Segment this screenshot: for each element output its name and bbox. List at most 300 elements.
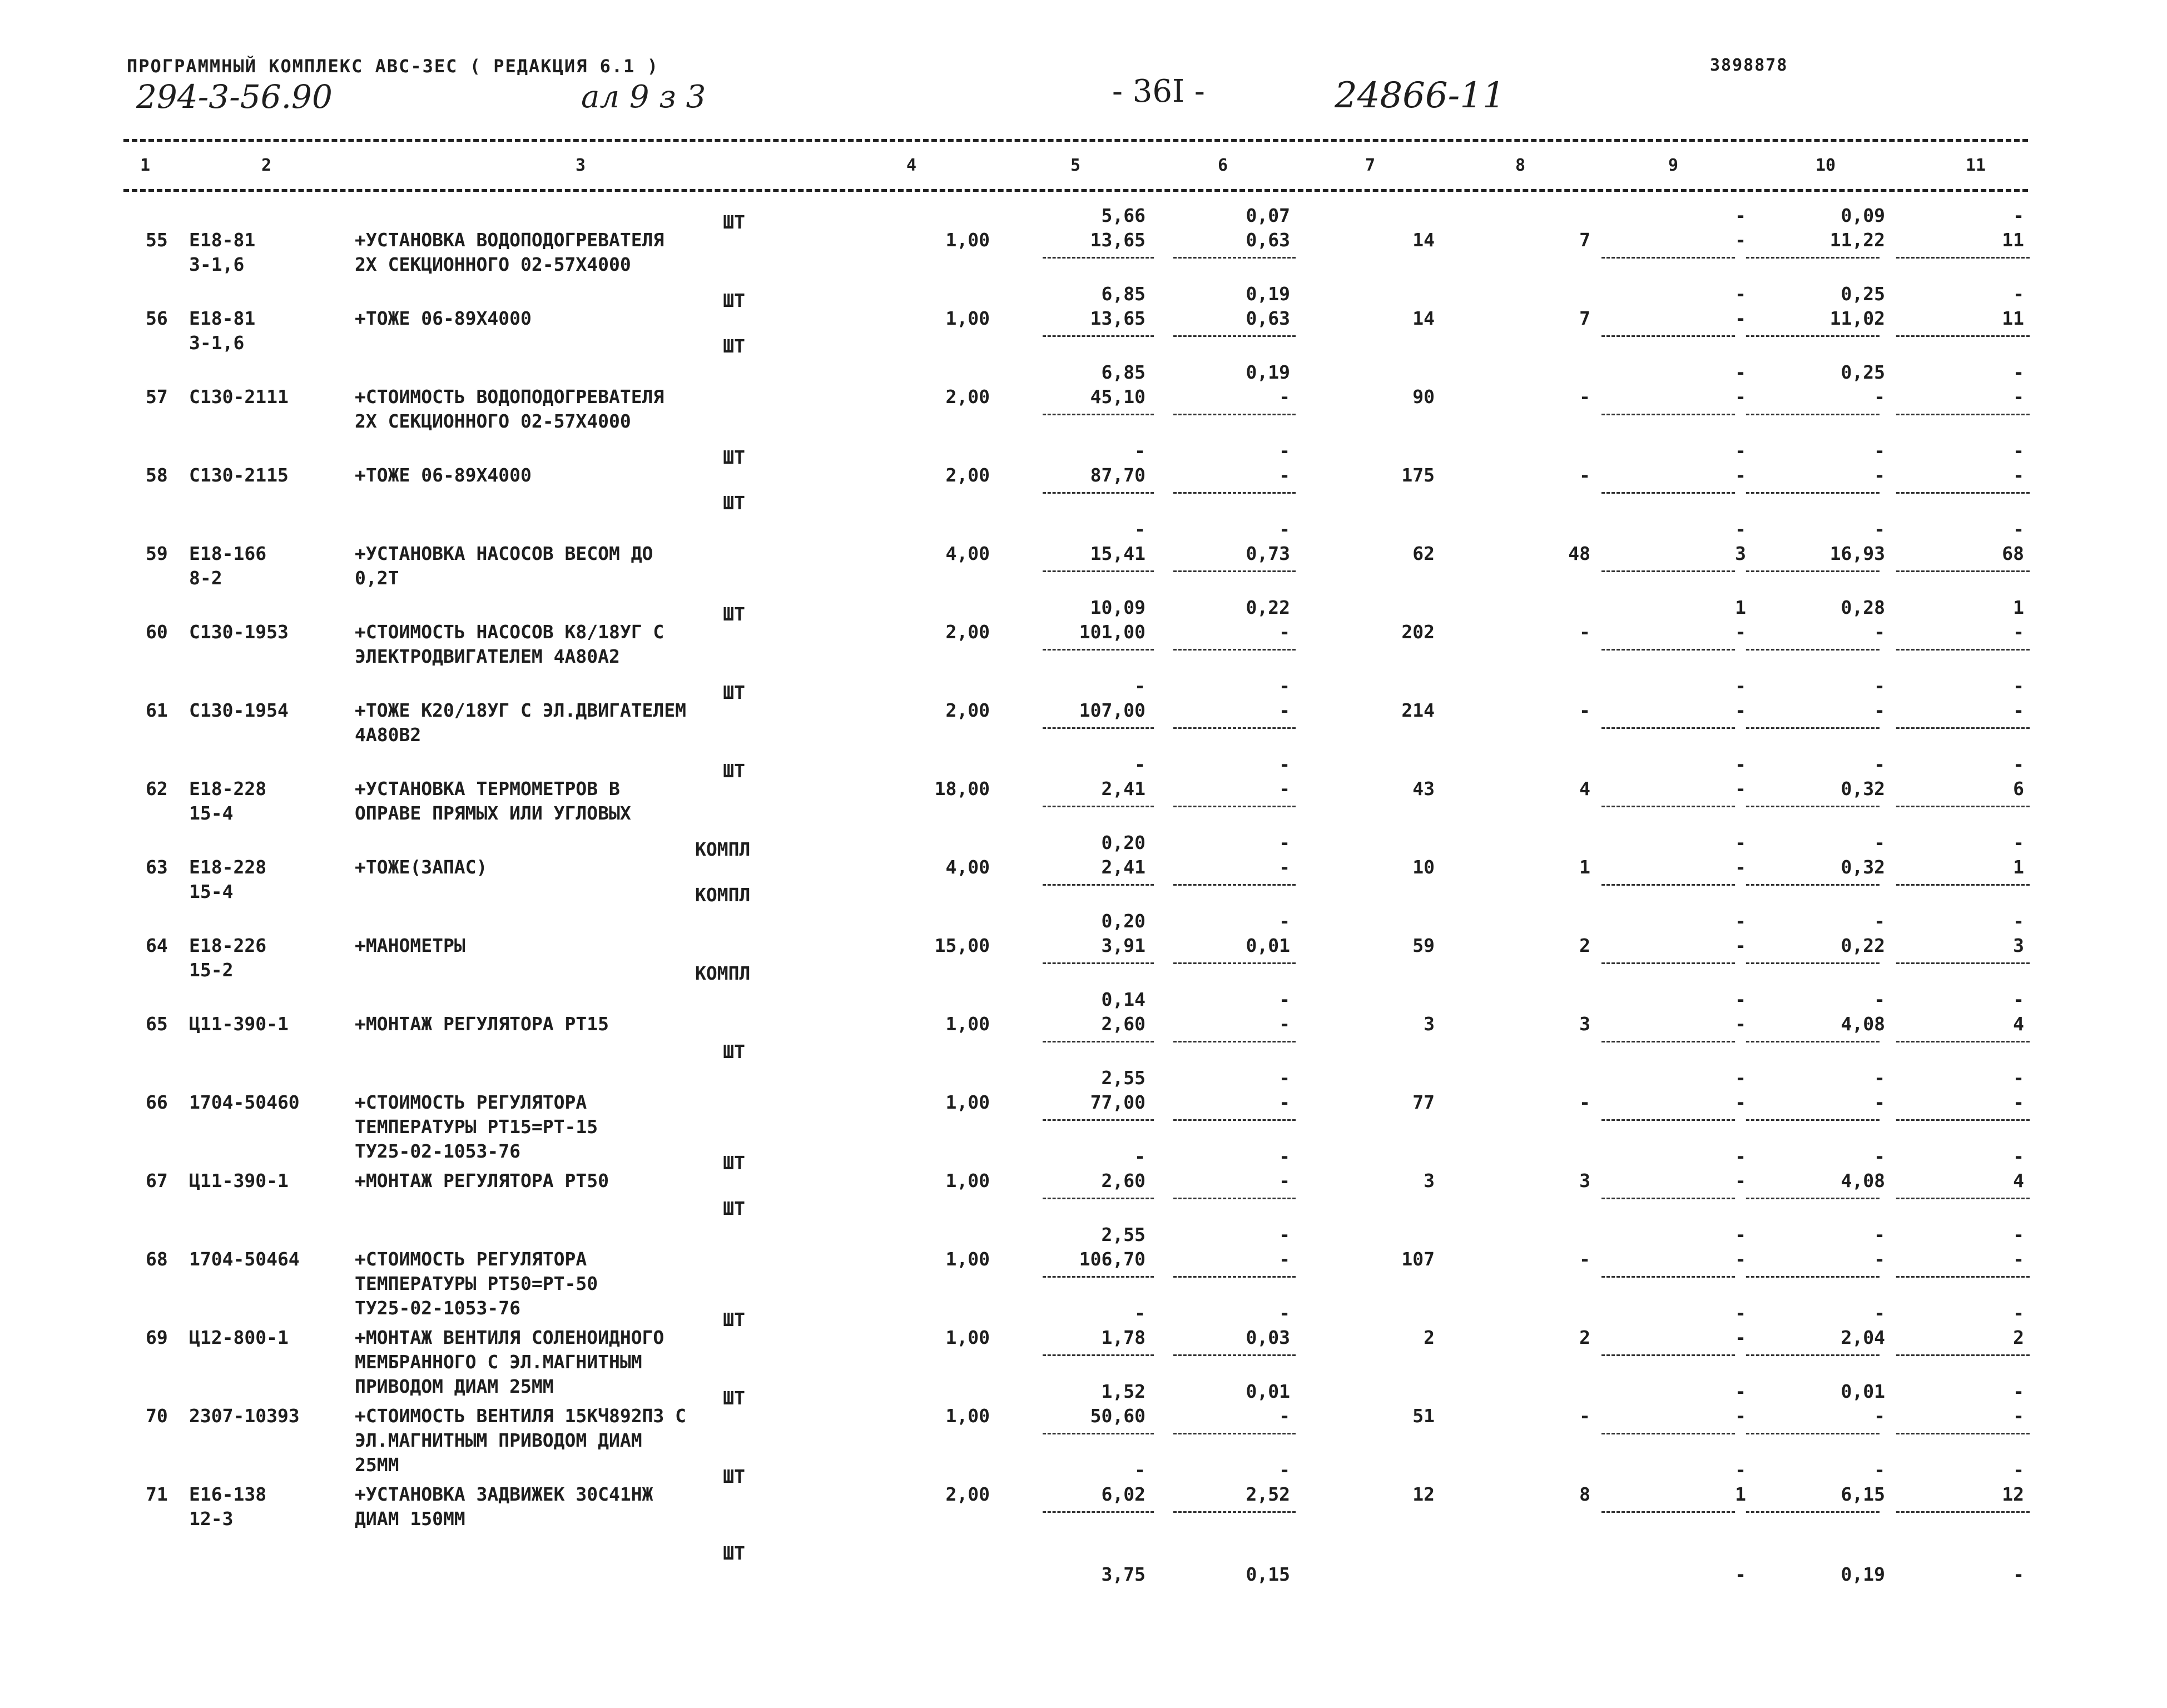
col11-above-cell: -	[2013, 1145, 2024, 1167]
rate-code-cell: С130-1954	[189, 699, 289, 721]
col5-above-cell: 10,09	[1090, 597, 1146, 618]
quantity-cell: 2,00	[945, 1483, 990, 1505]
col6-divider	[1173, 1198, 1296, 1199]
col9-above-cell: -	[1735, 1224, 1746, 1245]
col6-cell: 0,03	[1246, 1327, 1290, 1348]
col5-divider	[1043, 492, 1154, 494]
col9-cell: -	[1735, 386, 1746, 408]
rate-subcode-cell: 3-1,6	[189, 332, 245, 354]
description-line2-cell: ОПРАВЕ ПРЯМЫХ ИЛИ УГЛОВЫХ	[355, 802, 631, 824]
col11-divider	[1896, 1433, 2030, 1434]
col7-cell: 62	[1412, 543, 1435, 564]
col9-divider	[1601, 727, 1735, 729]
col9-cell: -	[1735, 1248, 1746, 1270]
col11-above-cell: -	[2013, 440, 2024, 461]
rate-subcode-cell: 15-4	[189, 881, 234, 902]
col9-divider	[1601, 257, 1735, 259]
col5-above-cell: 1,52	[1101, 1381, 1146, 1402]
col5-cell: 2,60	[1101, 1013, 1146, 1035]
col5-cell: 101,00	[1079, 621, 1146, 643]
col9-cell: -	[1735, 1327, 1746, 1348]
row-number-cell: 69	[146, 1327, 168, 1348]
col5-cell: 15,41	[1090, 543, 1146, 564]
col10-divider	[1746, 806, 1880, 807]
rate-subcode-cell: 3-1,6	[189, 254, 245, 275]
description-cell: +ТОЖЕ К20/18УГ С ЭЛ.ДВИГАТЕЛЕМ	[355, 699, 687, 721]
col9-divider	[1601, 1276, 1735, 1278]
col6-divider	[1173, 1276, 1296, 1278]
description-cell: +СТОИМОСТЬ ВЕНТИЛЯ 15КЧ892П3 С	[355, 1405, 687, 1427]
col11-above-cell: 1	[2013, 597, 2024, 618]
col5-above-cell: -	[1134, 675, 1146, 697]
col11-above-cell: -	[2013, 753, 2024, 775]
description-cell: +СТОИМОСТЬ НАСОСОВ К8/18УГ С	[355, 621, 665, 643]
col6-cell: -	[1279, 699, 1290, 721]
col11-divider	[1896, 570, 2030, 572]
row-number-cell: 71	[146, 1483, 168, 1505]
col9-divider	[1601, 570, 1735, 572]
column-number: 2	[261, 156, 272, 175]
col10-above-cell: -	[1874, 1145, 1885, 1167]
quantity-cell: 2,00	[945, 699, 990, 721]
description-line2-cell: МЕМБРАННОГО С ЭЛ.МАГНИТНЫМ	[355, 1351, 642, 1373]
col8-cell: -	[1579, 621, 1590, 643]
col9-above-cell: -	[1735, 1145, 1746, 1167]
description-line2-cell: 4А80В2	[355, 724, 422, 746]
col6-above-cell: -	[1279, 1459, 1290, 1481]
col9-above-cell: -	[1735, 1381, 1746, 1402]
col11-above-cell: -	[2013, 1224, 2024, 1245]
col10-above-cell: -	[1874, 753, 1885, 775]
col5-above-cell: 0,14	[1101, 989, 1146, 1010]
col10-divider	[1746, 1511, 1880, 1513]
col11-cell: -	[2013, 1405, 2024, 1427]
document-code: 3898878	[1710, 56, 1788, 75]
col9-cell: -	[1735, 778, 1746, 800]
col5-cell: 6,02	[1101, 1483, 1146, 1505]
col7-cell: 51	[1412, 1405, 1435, 1427]
col8-cell: -	[1579, 386, 1590, 408]
col6-above-cell: -	[1279, 1224, 1290, 1245]
col11-divider	[1896, 414, 2030, 415]
col9-cell: -	[1735, 1170, 1746, 1191]
col9-cell: -	[1735, 1405, 1746, 1427]
col5-cell: 3,91	[1101, 935, 1146, 956]
description-line2-cell: ТЕМПЕРАТУРЫ РТ50=РТ-50	[355, 1273, 598, 1294]
col9-divider	[1601, 492, 1735, 494]
col11-cell: 3	[2013, 935, 2024, 956]
col11-cell: 11	[2002, 307, 2024, 329]
col7-cell: 90	[1412, 386, 1435, 408]
col5-divider	[1043, 1433, 1154, 1434]
col11-cell: 68	[2002, 543, 2024, 564]
quantity-cell: 1,00	[945, 229, 990, 251]
rate-code-cell: С130-2115	[189, 464, 289, 486]
col10-divider	[1746, 257, 1880, 259]
col11-above-cell: -	[2013, 832, 2024, 853]
col6-divider	[1173, 257, 1296, 259]
col10-divider	[1746, 414, 1880, 415]
col9-cell: 3	[1735, 543, 1746, 564]
col8-cell: -	[1579, 1248, 1590, 1270]
col6-above-cell: -	[1279, 675, 1290, 697]
rate-code-cell: С130-2111	[189, 386, 289, 408]
col6-above-cell: 0,19	[1246, 283, 1290, 305]
unit-cell: ШТ	[723, 492, 745, 514]
col9-divider	[1601, 884, 1735, 886]
col5-above-cell: -	[1134, 753, 1146, 775]
rate-subcode-cell: 12-3	[189, 1508, 234, 1530]
row-number-cell: 61	[146, 699, 168, 721]
unit-above-cell: ШТ	[723, 1152, 745, 1174]
col10-divider	[1746, 1354, 1880, 1356]
col5-cell: 2,41	[1101, 856, 1146, 878]
col11-cell: -	[2013, 621, 2024, 643]
col5-divider	[1043, 806, 1154, 807]
col11-cell: -	[2013, 1563, 2024, 1585]
col9-above-cell: -	[1735, 361, 1746, 383]
col6-cell: 0,73	[1246, 543, 1290, 564]
col6-cell: -	[1279, 1248, 1290, 1270]
col10-above-cell: 0,09	[1841, 205, 1885, 226]
col8-cell: 48	[1568, 543, 1590, 564]
col10-above-cell: -	[1874, 1302, 1885, 1324]
col10-divider	[1746, 1198, 1880, 1199]
col5-cell: 13,65	[1090, 307, 1146, 329]
col11-above-cell: -	[2013, 283, 2024, 305]
col10-above-cell: -	[1874, 440, 1885, 461]
col5-above-cell: -	[1134, 1302, 1146, 1324]
col10-cell: -	[1874, 386, 1885, 408]
col6-divider	[1173, 1433, 1296, 1434]
col6-divider	[1173, 570, 1296, 572]
col6-cell: 0,15	[1246, 1563, 1290, 1585]
col6-cell: -	[1279, 1405, 1290, 1427]
col11-above-cell: -	[2013, 518, 2024, 540]
col9-divider	[1601, 1433, 1735, 1434]
col10-above-cell: -	[1874, 1067, 1885, 1089]
col6-divider	[1173, 414, 1296, 415]
col6-cell: -	[1279, 464, 1290, 486]
col9-divider	[1601, 649, 1735, 651]
col11-cell: 11	[2002, 229, 2024, 251]
description-line3-cell: ТУ25-02-1053-76	[355, 1297, 521, 1319]
col9-above-cell: -	[1735, 440, 1746, 461]
unit-cell: ШТ	[723, 1542, 745, 1564]
col6-cell: 2,52	[1246, 1483, 1290, 1505]
col9-above-cell: 1	[1735, 597, 1746, 618]
row-number-cell: 66	[146, 1091, 168, 1113]
col9-above-cell: -	[1735, 205, 1746, 226]
col6-divider	[1173, 1041, 1296, 1042]
description-cell: +МАНОМЕТРЫ	[355, 935, 465, 956]
col9-divider	[1601, 1511, 1735, 1513]
col6-cell: -	[1279, 1091, 1290, 1113]
rate-subcode-cell: 15-4	[189, 802, 234, 824]
col5-above-cell: -	[1134, 440, 1146, 461]
col5-cell: 2,60	[1101, 1170, 1146, 1191]
handwritten-project-number: 294-3-56.90	[136, 78, 333, 116]
col11-divider	[1896, 962, 2030, 964]
rate-code-cell: Е18-81	[189, 229, 256, 251]
col8-cell: 3	[1579, 1013, 1590, 1035]
col6-above-cell: -	[1279, 832, 1290, 853]
rate-subcode-cell: 15-2	[189, 959, 234, 981]
col10-above-cell: -	[1874, 675, 1885, 697]
col5-cell: 1,78	[1101, 1327, 1146, 1348]
col6-cell: -	[1279, 856, 1290, 878]
col7-cell: 107	[1401, 1248, 1435, 1270]
rate-code-cell: 2307-10393	[189, 1405, 300, 1427]
unit-cell: КОМПЛ	[695, 884, 751, 906]
col7-cell: 202	[1401, 621, 1435, 643]
description-cell: +ТОЖЕ 06-89Х4000	[355, 307, 532, 329]
quantity-cell: 4,00	[945, 856, 990, 878]
col5-above-cell: 0,20	[1101, 910, 1146, 932]
col5-above-cell: -	[1134, 518, 1146, 540]
col9-above-cell: -	[1735, 753, 1746, 775]
description-line2-cell: ТЕМПЕРАТУРЫ РТ15=РТ-15	[355, 1116, 598, 1138]
col8-cell: 2	[1579, 935, 1590, 956]
col6-above-cell: 0,19	[1246, 361, 1290, 383]
row-number-cell: 70	[146, 1405, 168, 1427]
col11-divider	[1896, 1511, 2030, 1513]
col6-above-cell: -	[1279, 440, 1290, 461]
column-number: 4	[906, 156, 917, 175]
col6-cell: -	[1279, 1170, 1290, 1191]
unit-above-cell: ШТ	[723, 760, 745, 782]
row-number-cell: 58	[146, 464, 168, 486]
description-cell: +ТОЖЕ(ЗАПАС)	[355, 856, 488, 878]
col9-above-cell: -	[1735, 910, 1746, 932]
description-cell: +СТОИМОСТЬ ВОДОПОДОГРЕВАТЕЛЯ	[355, 386, 665, 408]
col11-above-cell: -	[2013, 1381, 2024, 1402]
col11-divider	[1896, 806, 2030, 807]
column-number: 6	[1218, 156, 1228, 175]
col5-cell: 107,00	[1079, 699, 1146, 721]
col5-above-cell: 2,55	[1101, 1224, 1146, 1245]
unit-above-cell: ШТ	[723, 682, 745, 703]
quantity-cell: 18,00	[934, 778, 990, 800]
col11-cell: 4	[2013, 1013, 2024, 1035]
col5-cell: 87,70	[1090, 464, 1146, 486]
col5-cell: 13,65	[1090, 229, 1146, 251]
col10-cell: -	[1874, 699, 1885, 721]
col10-divider	[1746, 492, 1880, 494]
col10-cell: 4,08	[1841, 1170, 1885, 1191]
handwritten-album-number: ал 9 з 3	[581, 79, 706, 115]
col9-above-cell: -	[1735, 1302, 1746, 1324]
quantity-cell: 2,00	[945, 464, 990, 486]
col11-above-cell: -	[2013, 910, 2024, 932]
column-number: 1	[140, 156, 151, 175]
col6-above-cell: -	[1279, 518, 1290, 540]
description-cell: +МОНТАЖ ВЕНТИЛЯ СОЛЕНОИДНОГО	[355, 1327, 665, 1348]
col11-divider	[1896, 257, 2030, 259]
col9-cell: -	[1735, 935, 1746, 956]
col10-cell: 0,32	[1841, 778, 1885, 800]
col11-divider	[1896, 727, 2030, 729]
col10-above-cell: 0,25	[1841, 283, 1885, 305]
col7-cell: 214	[1401, 699, 1435, 721]
col7-cell: 14	[1412, 229, 1435, 251]
col5-above-cell: 2,55	[1101, 1067, 1146, 1089]
col10-cell: 0,32	[1841, 856, 1885, 878]
col10-above-cell: 0,25	[1841, 361, 1885, 383]
col10-divider	[1746, 1041, 1880, 1042]
col6-cell: -	[1279, 386, 1290, 408]
unit-cell: ШТ	[723, 1198, 745, 1219]
col8-cell: -	[1579, 699, 1590, 721]
col9-cell: -	[1735, 1091, 1746, 1113]
col6-above-cell: -	[1279, 989, 1290, 1010]
col8-cell: 7	[1579, 307, 1590, 329]
description-cell: +ТОЖЕ 06-89Х4000	[355, 464, 532, 486]
rate-code-cell: С130-1953	[189, 621, 289, 643]
unit-above-cell: КОМПЛ	[695, 838, 751, 860]
col5-divider	[1043, 649, 1154, 651]
col5-above-cell: -	[1134, 1145, 1146, 1167]
col10-cell: -	[1874, 621, 1885, 643]
description-cell: +МОНТАЖ РЕГУЛЯТОРА РТ15	[355, 1013, 609, 1035]
col11-above-cell: -	[2013, 205, 2024, 226]
col10-cell: 11,02	[1829, 307, 1885, 329]
col10-divider	[1746, 884, 1880, 886]
col8-cell: 3	[1579, 1170, 1590, 1191]
description-line2-cell: ЭЛ.МАГНИТНЫМ ПРИВОДОМ ДИАМ	[355, 1429, 642, 1451]
col10-cell: 0,22	[1841, 935, 1885, 956]
row-number-cell: 68	[146, 1248, 168, 1270]
col11-cell: 1	[2013, 856, 2024, 878]
col10-above-cell: -	[1874, 989, 1885, 1010]
rate-code-cell: Е18-166	[189, 543, 267, 564]
page-number: - 36I -	[1112, 73, 1205, 110]
quantity-cell: 1,00	[945, 1327, 990, 1348]
col8-cell: 4	[1579, 778, 1590, 800]
col8-cell: 8	[1579, 1483, 1590, 1505]
col10-divider	[1746, 1119, 1880, 1121]
row-number-cell: 63	[146, 856, 168, 878]
col10-cell: 0,19	[1841, 1563, 1885, 1585]
col6-above-cell: -	[1279, 1302, 1290, 1324]
column-number: 8	[1515, 156, 1526, 175]
col5-above-cell: 0,20	[1101, 832, 1146, 853]
col5-divider	[1043, 1119, 1154, 1121]
col7-cell: 77	[1412, 1091, 1435, 1113]
col11-cell: -	[2013, 1248, 2024, 1270]
col5-cell: 45,10	[1090, 386, 1146, 408]
rate-code-cell: Е18-81	[189, 307, 256, 329]
col5-divider	[1043, 1354, 1154, 1356]
col6-divider	[1173, 1354, 1296, 1356]
column-number: 11	[1966, 156, 1986, 175]
col9-above-cell: -	[1735, 1067, 1746, 1089]
col10-above-cell: -	[1874, 832, 1885, 853]
rate-subcode-cell: 8-2	[189, 567, 222, 589]
description-cell: +СТОИМОСТЬ РЕГУЛЯТОРА	[355, 1091, 587, 1113]
col10-divider	[1746, 727, 1880, 729]
col5-divider	[1043, 962, 1154, 964]
row-number-cell: 62	[146, 778, 168, 800]
col7-cell: 14	[1412, 307, 1435, 329]
col10-cell: 16,93	[1829, 543, 1885, 564]
col6-divider	[1173, 492, 1296, 494]
col10-divider	[1746, 649, 1880, 651]
col7-cell: 175	[1401, 464, 1435, 486]
col9-cell: -	[1735, 229, 1746, 251]
col6-above-cell: 0,01	[1246, 1381, 1290, 1402]
rate-code-cell: Е16-138	[189, 1483, 267, 1505]
unit-cell: КОМПЛ	[695, 962, 751, 984]
col11-divider	[1896, 1198, 2030, 1199]
col10-divider	[1746, 1276, 1880, 1278]
col5-divider	[1043, 1511, 1154, 1513]
col5-divider	[1043, 414, 1154, 415]
col11-divider	[1896, 335, 2030, 337]
unit-above-cell: ШТ	[723, 1387, 745, 1409]
col5-cell: 50,60	[1090, 1405, 1146, 1427]
col6-above-cell: -	[1279, 910, 1290, 932]
col11-above-cell: -	[2013, 989, 2024, 1010]
col5-divider	[1043, 335, 1154, 337]
unit-above-cell: ШТ	[723, 1309, 745, 1330]
col11-above-cell: -	[2013, 1067, 2024, 1089]
col9-above-cell: -	[1735, 675, 1746, 697]
col11-divider	[1896, 1276, 2030, 1278]
col10-cell: -	[1874, 1405, 1885, 1427]
col6-above-cell: -	[1279, 1145, 1290, 1167]
column-number: 3	[576, 156, 586, 175]
rate-code-cell: Ц12-800-1	[189, 1327, 289, 1348]
row-number-cell: 64	[146, 935, 168, 956]
quantity-cell: 2,00	[945, 621, 990, 643]
col10-above-cell: -	[1874, 518, 1885, 540]
col10-cell: 11,22	[1829, 229, 1885, 251]
col9-divider	[1601, 335, 1735, 337]
column-number: 9	[1668, 156, 1679, 175]
col6-cell: 0,63	[1246, 307, 1290, 329]
description-line2-cell: 2Х СЕКЦИОННОГО 02-57Х4000	[355, 254, 631, 275]
col8-cell: -	[1579, 1091, 1590, 1113]
col10-divider	[1746, 1433, 1880, 1434]
col6-divider	[1173, 806, 1296, 807]
col8-cell: 7	[1579, 229, 1590, 251]
col5-cell: 106,70	[1079, 1248, 1146, 1270]
col5-divider	[1043, 1276, 1154, 1278]
unit-above-cell: ШТ	[723, 603, 745, 625]
quantity-cell: 1,00	[945, 1013, 990, 1035]
description-cell: +УСТАНОВКА ВОДОПОДОГРЕВАТЕЛЯ	[355, 229, 665, 251]
top-rule	[123, 139, 2028, 142]
col10-cell: -	[1874, 1091, 1885, 1113]
col11-above-cell: -	[2013, 361, 2024, 383]
col6-divider	[1173, 884, 1296, 886]
col11-divider	[1896, 884, 2030, 886]
col11-cell: -	[2013, 386, 2024, 408]
quantity-cell: 1,00	[945, 1091, 990, 1113]
col5-above-cell: 6,85	[1101, 361, 1146, 383]
col11-cell: -	[2013, 699, 2024, 721]
col10-cell: -	[1874, 464, 1885, 486]
col6-divider	[1173, 727, 1296, 729]
quantity-cell: 1,00	[945, 307, 990, 329]
col9-cell: -	[1735, 1013, 1746, 1035]
col6-above-cell: -	[1279, 1067, 1290, 1089]
row-number-cell: 67	[146, 1170, 168, 1191]
col10-above-cell: -	[1874, 1459, 1885, 1481]
description-line2-cell: 0,2Т	[355, 567, 399, 589]
col5-divider	[1043, 570, 1154, 572]
